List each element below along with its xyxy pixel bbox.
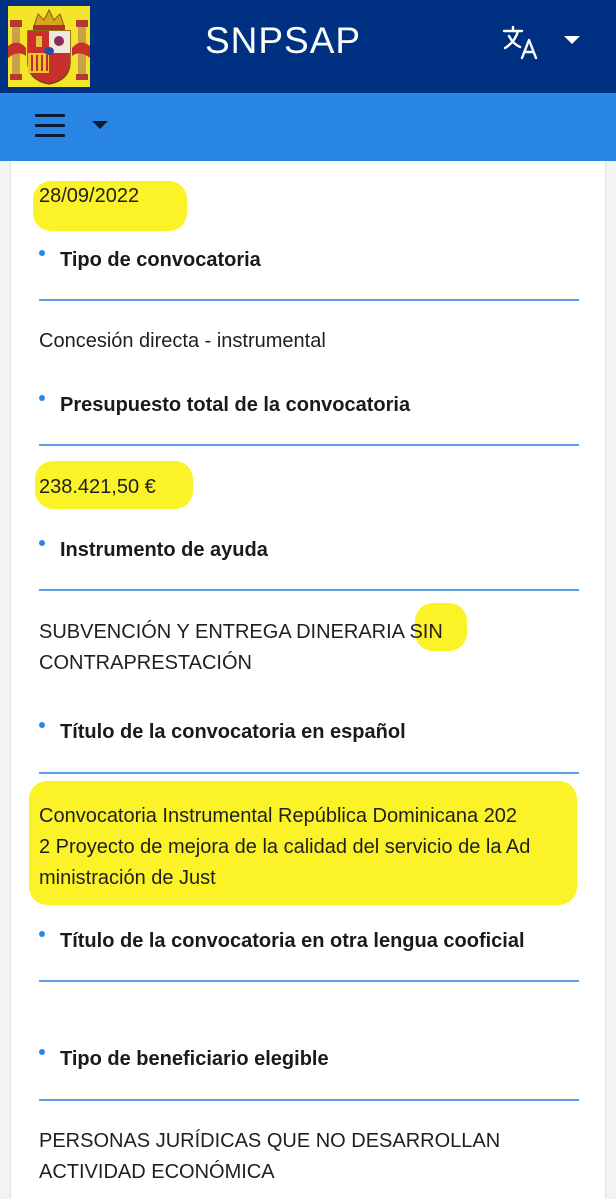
titulo-es-line2: 2 Proyecto de mejora de la calidad del servicio de la Ad (39, 836, 531, 858)
instrumento-value-line1: SUBVENCIÓN Y ENTREGA DINERARIA SIN (39, 621, 443, 643)
divider (39, 980, 579, 982)
divider (39, 444, 579, 446)
bullet-icon (39, 722, 45, 728)
instrumento-label-text: Instrumento de ayuda (60, 539, 268, 561)
titulo-es-line3: ministración de Just (39, 867, 216, 889)
divider (39, 589, 579, 591)
language-selector[interactable] (500, 22, 590, 62)
top-app-bar (0, 0, 616, 93)
divider (39, 1099, 579, 1101)
beneficiario-label (39, 1046, 329, 1072)
divider (39, 299, 579, 301)
detail-card (10, 161, 606, 1199)
beneficiario-line1: PERSONAS JURÍDICAS QUE NO DESARROLLAN (39, 1130, 501, 1152)
translate-icon (500, 22, 540, 62)
titulo-otra-label (39, 928, 525, 954)
titulo-es-line1: Convocatoria Instrumental República Dominicana 202 (39, 805, 518, 827)
presupuesto-value: 238.421,50 € (39, 476, 156, 498)
titulo-otra-label-text: Título de la convocatoria en otra lengua cooficial (60, 930, 525, 952)
secondary-nav-bar (0, 93, 616, 161)
bullet-icon (39, 395, 45, 401)
bullet-icon (39, 1049, 45, 1055)
hamburger-menu-icon[interactable] (35, 114, 67, 138)
tipo-label (39, 247, 261, 273)
fecha-value: 28/09/2022 (39, 185, 140, 207)
bullet-icon (39, 540, 45, 546)
divider (39, 772, 579, 774)
bullet-icon (39, 250, 45, 256)
tipo-label-text: Tipo de convocatoria (60, 249, 261, 271)
presupuesto-label-text: Presupuesto total de la convocatoria (60, 394, 411, 416)
instrumento-value-line2: CONTRAPRESTACIÓN (39, 652, 252, 674)
beneficiario-line2: ACTIVIDAD ECONÓMICA (39, 1161, 275, 1183)
app-title: SNPSAP (204, 20, 362, 61)
presupuesto-label (39, 392, 410, 418)
menu-dropdown-caret-icon[interactable] (92, 121, 108, 129)
beneficiario-label-text: Tipo de beneficiario elegible (60, 1048, 329, 1070)
titulo-es-label-text: Título de la convocatoria en español (60, 721, 406, 743)
bullet-icon (39, 931, 45, 937)
language-dropdown-caret-icon[interactable] (564, 36, 580, 44)
tipo-value: Concesión directa - instrumental (39, 330, 326, 352)
titulo-es-label (39, 719, 406, 745)
instrumento-label (39, 537, 268, 563)
